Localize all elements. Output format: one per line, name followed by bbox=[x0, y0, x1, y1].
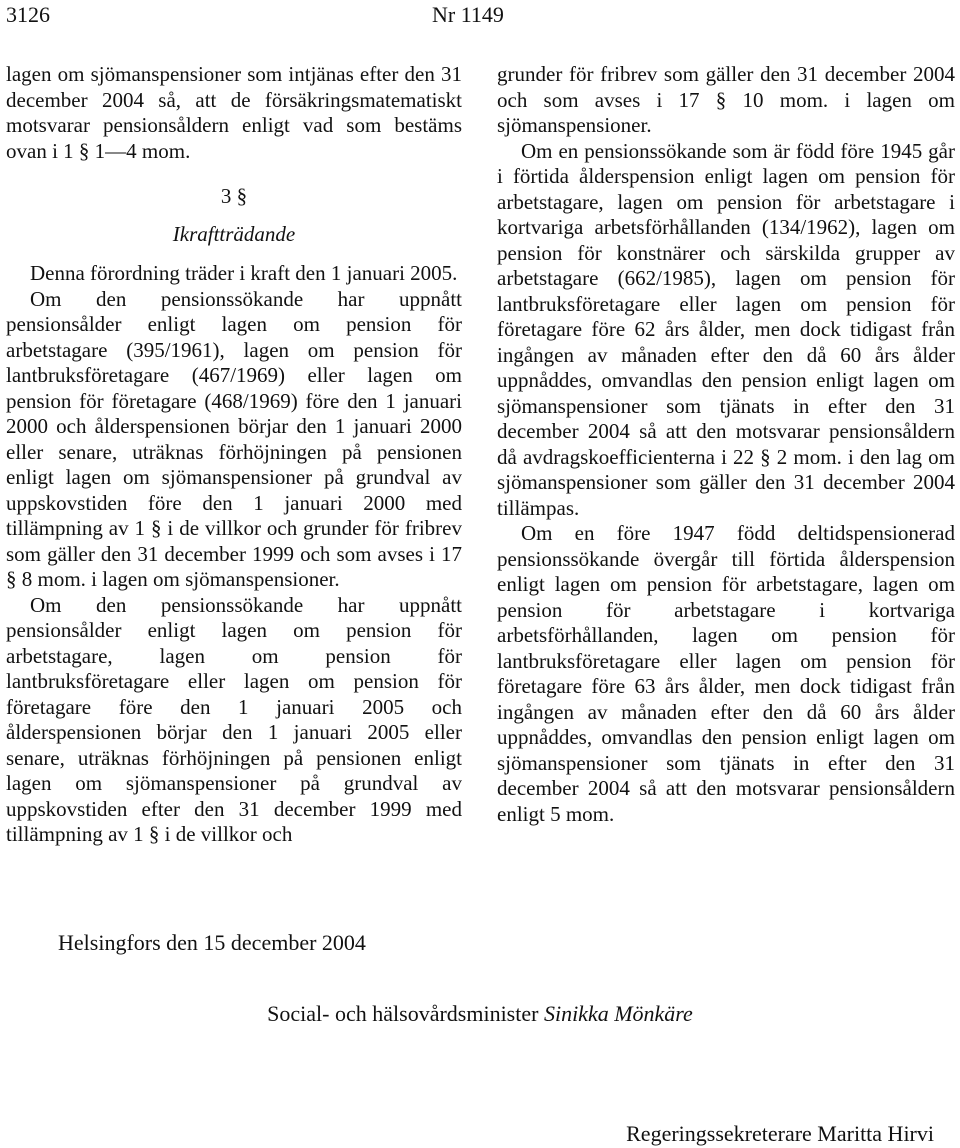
left-paragraph-2: Denna förordning träder i kraft den 1 januari 2005. bbox=[30, 261, 458, 285]
place-date: Helsingfors den 15 december 2004 bbox=[58, 930, 366, 955]
left-paragraph-3: Om den pensionssökande har uppnått pensionsålder enligt lagen om pension för arbetstagare (395/1961), lagen om pension för lantbruksföretagare (467/1969) eller lagen om pension för företagare (468/1969) före den 1 januari 2000 och ålderspensionen börjar den 1 januari 2000 eller senare, uträknas förhöjningen på pensionen enligt lagen om sjömanspensioner på grundval av uppskovstiden före den 1 januari 2000 med tillämpning av 1 § i de villkor och grunder för fribrev som gäller den 31 december 1999 och som avses i 17 § 8 mom. i lagen om sjömanspensioner. bbox=[6, 286, 462, 591]
right-paragraph-1: grunder för fribrev som gäller den 31 december 2004 och som avses i 17 § 10 mom. i lagen om sjömanspensioner. bbox=[497, 62, 955, 137]
page-number: 3126 bbox=[6, 2, 50, 27]
section-number: 3 § bbox=[220, 184, 248, 208]
secretary-signature: Regeringssekreterare Maritta Hirvi bbox=[626, 1121, 934, 1146]
left-paragraph-4: Om den pensionssökande har uppnått pensionsålder enligt lagen om pension för arbetstagare, lagen om pension för lantbruksföretagare eller lagen om pension för företagare före den 1 januari 2005 och ålderspensionen börjar den 1 januari 2005 eller senare, uträknas förhöjningen på pensionen enligt lagen om sjömanspensioner på grundval av uppskovstiden efter den 31 december 1999 med tillämpning av 1 § i de villkor och bbox=[6, 592, 462, 846]
right-column bbox=[497, 62, 955, 827]
page-header bbox=[0, 0, 960, 30]
issue-number: Nr 1149 bbox=[432, 2, 504, 27]
left-paragraph-1: lagen om sjömanspensioner som intjänas efter den 31 december 2004 så, att de försäkringsmatematiskt motsvarar pensionsåldern enligt vad som bestäms ovan i 1 § 1—4 mom. bbox=[6, 62, 462, 163]
minister-name: Sinikka Mönkäre bbox=[543, 1001, 693, 1026]
left-column bbox=[6, 62, 462, 848]
minister-title: Social- och hälsovårdsminister bbox=[267, 1001, 539, 1026]
right-paragraph-3: Om en före 1947 född deltidspensionerad pensionssökande övergår till förtida ålderspension enligt lagen om pension för arbetstagare, lagen om pension för arbetstagare i kortvariga arbetsförhållanden, lagen om pension för lantbruksföretagare eller lagen om pension för företagare före 63 års ålder, men dock tidigast från ingången av månaden efter den då 60 års ålder uppnåddes, omvandlas den pension enligt lagen om sjömanspensioner som tjänats in efter den 31 december 2004 så att den motsvarar pensionsåldern enligt 5 mom. bbox=[497, 521, 955, 826]
section-title: Ikraftträdande bbox=[172, 221, 296, 246]
right-paragraph-2: Om en pensionssökande som är född före 1945 går i förtida ålderspension enligt lagen om pension för arbetstagare, lagen om pension för arbetstagare i kortvariga arbetsförhållanden (134/1962), lagen om pension för konstnärer och särskilda grupper av arbetstagare (662/1985), lagen om pension för lantbruksföretagare eller lagen om pension för företagare före 62 års ålder, men dock tidigast från ingången av månaden efter den då 60 års ålder uppnåddes, omvandlas den pension enligt lagen om sjömanspensioner som tjänats in efter den 31 december 2004 så att den motsvarar pensionsåldern då avdragskoefficienterna i 22 § 2 mom. i den lag om sjömanspensioner som gäller den 31 december 2004 tillämpas. bbox=[497, 138, 955, 520]
minister-signature bbox=[0, 1001, 960, 1027]
